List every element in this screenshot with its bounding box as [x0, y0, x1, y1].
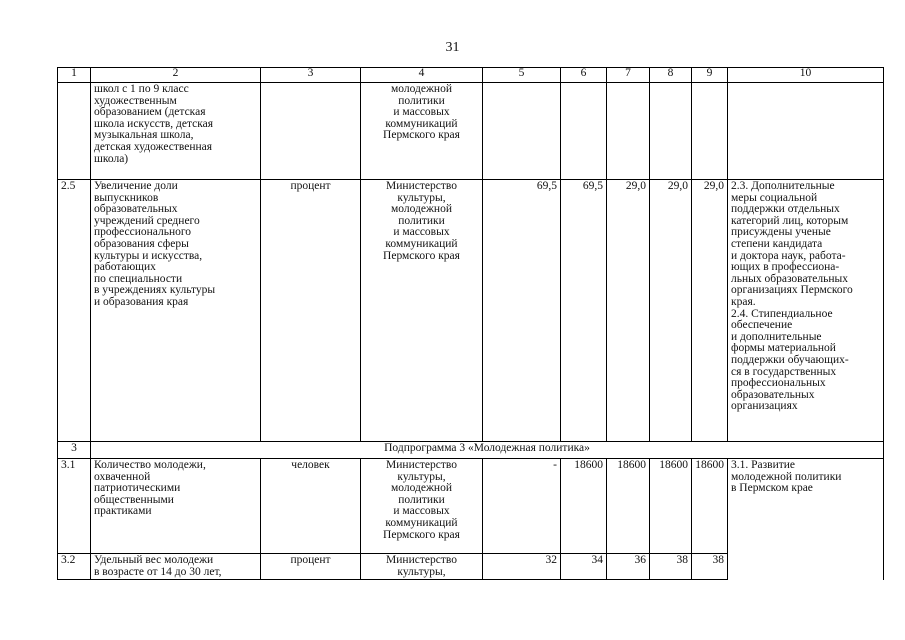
- indicator-name-cell: Удельный вес молодежи в возрасте от 14 до 30 лет,: [91, 554, 261, 580]
- table-row: [58, 459, 884, 554]
- responsible-cell: молодежной политики и массовых коммуникаций Пермского края: [361, 83, 483, 180]
- measures-cell: 3.1. Развитие молодежной политики в Пермском крае: [728, 459, 884, 554]
- value-cell: 69,5: [483, 180, 561, 442]
- value-cell: [692, 83, 728, 180]
- measures-cell: 2.3. Дополнительные меры социальной поддержки отдельных категорий лиц, которым присуждены ученые степени кандидата и доктора наук, работа- ющих в профессиона- льных образовательных организациях Пермского края. 2.4. Стипендиальное обеспечение и дополнительные формы материальной поддержки обучающих- ся в государственных профессиональных образовательных организациях: [728, 180, 884, 442]
- row-number-cell: 3: [58, 442, 91, 459]
- row-number-cell: 3.1: [58, 459, 91, 554]
- header-cell: 4: [361, 68, 483, 83]
- subprogram-title: Подпрограмма 3 «Молодежная политика»: [91, 442, 884, 459]
- value-cell: 18600: [607, 459, 650, 554]
- measures-cell: [728, 83, 884, 180]
- header-cell: 2: [91, 68, 261, 83]
- value-cell: [483, 83, 561, 180]
- responsible-cell: Министерство культуры, молодежной политики и массовых коммуникаций Пермского края: [361, 180, 483, 442]
- value-cell: 18600: [692, 459, 728, 554]
- header-cell: 10: [728, 68, 884, 83]
- value-cell: 18600: [650, 459, 692, 554]
- responsible-cell: Министерство культуры, молодежной политики и массовых коммуникаций Пермского края: [361, 459, 483, 554]
- unit-cell: человек: [261, 459, 361, 554]
- value-cell: 29,0: [650, 180, 692, 442]
- value-cell: 29,0: [607, 180, 650, 442]
- indicator-name-cell: школ с 1 по 9 класс художественным образованием (детская школа искусств, детская музыкальная школа, детская художественная школа): [91, 83, 261, 180]
- value-cell: 18600: [561, 459, 607, 554]
- indicator-name-cell: Количество молодежи, охваченной патриотическими общественными практиками: [91, 459, 261, 554]
- value-cell: [561, 83, 607, 180]
- value-cell: [607, 83, 650, 180]
- row-number-cell: 2.5: [58, 180, 91, 442]
- header-cell: 3: [261, 68, 361, 83]
- value-cell: -: [483, 459, 561, 554]
- measures-cell: [728, 554, 884, 580]
- value-cell: 69,5: [561, 180, 607, 442]
- value-cell: 29,0: [692, 180, 728, 442]
- header-row: [58, 68, 884, 83]
- header-cell: 8: [650, 68, 692, 83]
- table-row: [58, 83, 884, 180]
- value-cell: 38: [650, 554, 692, 580]
- indicators-table: [57, 67, 884, 580]
- indicator-name-cell: Увеличение доли выпускников образовательных учреждений среднего профессионального образования сферы культуры и искусства, работающих по специальности в учреждениях культуры и образования края: [91, 180, 261, 442]
- value-cell: 38: [692, 554, 728, 580]
- header-cell: 6: [561, 68, 607, 83]
- page-number: 31: [445, 40, 460, 55]
- header-cell: 1: [58, 68, 91, 83]
- subprogram-row: [58, 442, 884, 459]
- value-cell: 32: [483, 554, 561, 580]
- value-cell: [650, 83, 692, 180]
- table-row: [58, 180, 884, 442]
- responsible-cell: Министерство культуры,: [361, 554, 483, 580]
- unit-cell: процент: [261, 180, 361, 442]
- value-cell: 36: [607, 554, 650, 580]
- row-number-cell: 3.2: [58, 554, 91, 580]
- unit-cell: [261, 83, 361, 180]
- value-cell: 34: [561, 554, 607, 580]
- header-cell: 5: [483, 68, 561, 83]
- table-row: [58, 554, 884, 580]
- header-cell: 9: [692, 68, 728, 83]
- header-cell: 7: [607, 68, 650, 83]
- row-number-cell: [58, 83, 91, 180]
- unit-cell: процент: [261, 554, 361, 580]
